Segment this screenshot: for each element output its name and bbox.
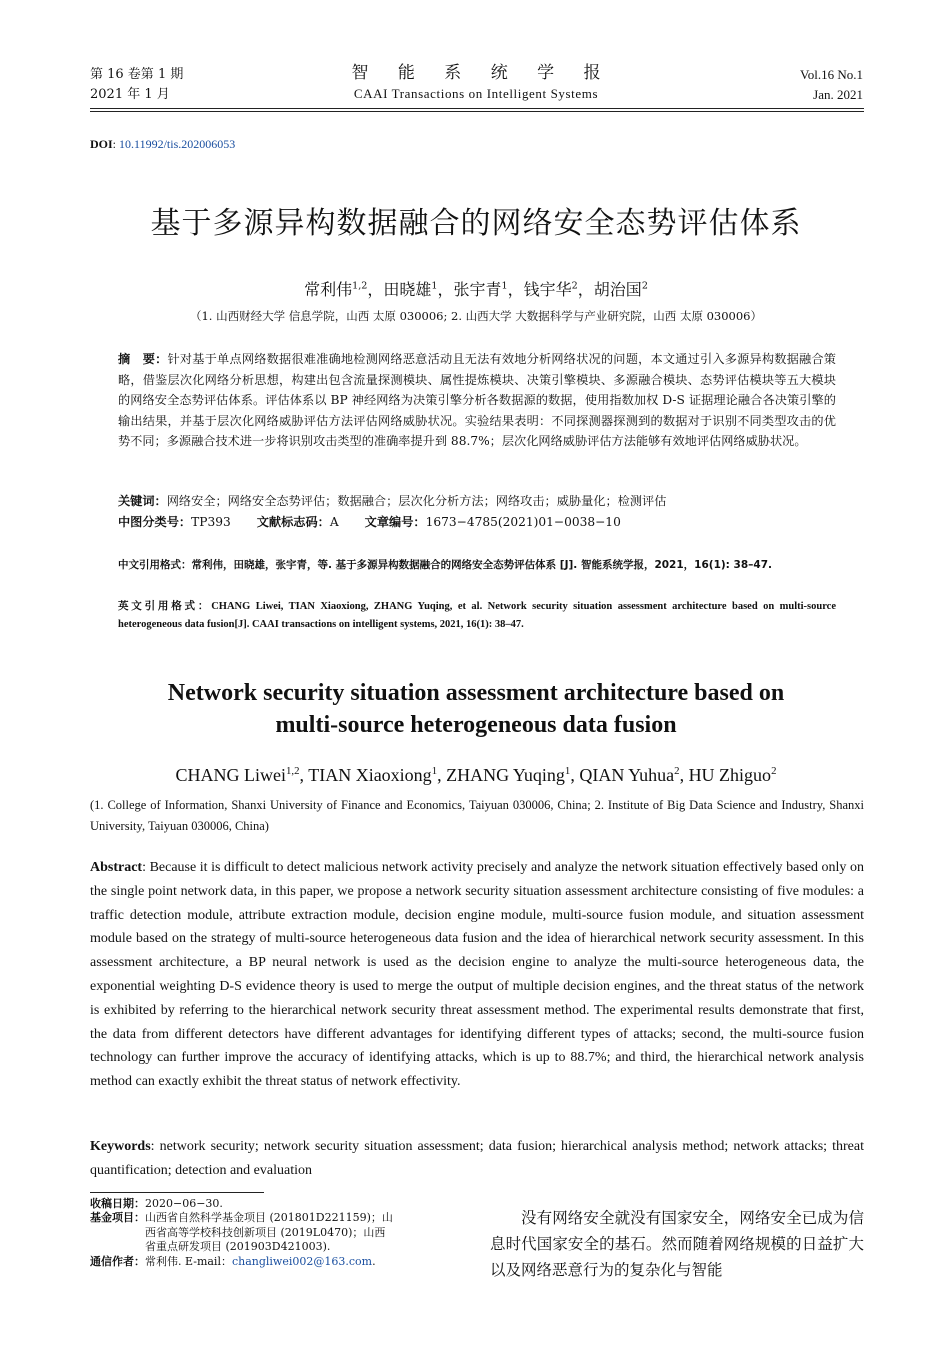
doi-sep: : bbox=[112, 137, 120, 151]
clc-value: TP393 bbox=[191, 515, 231, 529]
abstract-cn-text: 针对基于单点网络数据很难准确地检测网络恶意活动且无法有效地分析网络状况的问题，本文通过引入多源异构数据融合策略，借鉴层次化网络分析思想，构建出包含流量探测模块、属性提炼模块、决策引擎模块、多源融合模块、态势评估模块等五大模块的网络安全态势评估体系。评估体系以 BP 神经网络为决策引擎分析各数据源的数据，使用指数加权 D-S 证据理论融合各决策引擎的输出结果，并基于层次化网络威胁评估方法评估网络威胁状况。实验结果表明：不同探测器探测到的数据对于识别不同类型攻击的优势不同；多源融合技术进一步将识别攻击类型的准确率提升到 88.7%；层次化网络威胁评估方法能够有效地评估网络威胁状况。 bbox=[118, 352, 836, 449]
citation-en bbox=[118, 598, 836, 633]
author-sup: 2 bbox=[771, 765, 777, 777]
author-en: QIAN Yuhua bbox=[579, 765, 675, 785]
abstract-en bbox=[90, 856, 864, 1094]
author-cn: 张宇青 bbox=[453, 280, 502, 299]
date-cn: 2021 年 1 月 bbox=[90, 87, 170, 102]
author-sup: 1,2 bbox=[352, 280, 368, 292]
volume-en: Vol.16 No.1 bbox=[800, 67, 863, 82]
author-sup: 2 bbox=[641, 280, 648, 292]
abstract-en-label: Abstract bbox=[90, 860, 143, 875]
citation-cn bbox=[118, 557, 836, 575]
author-sup: 1 bbox=[431, 280, 438, 292]
article-no-label: 文章编号： bbox=[364, 515, 426, 529]
author-cn: 常利伟 bbox=[304, 280, 353, 299]
citation-cn-label: 中文引用格式： bbox=[118, 559, 192, 571]
doi-line bbox=[90, 137, 235, 152]
footnote-rule bbox=[90, 1192, 264, 1193]
keywords-cn-label: 关键词： bbox=[118, 494, 167, 508]
keywords-cn bbox=[118, 491, 836, 511]
doc-code-label: 文献标志码： bbox=[256, 515, 330, 529]
received-value: 2020−06−30. bbox=[145, 1197, 223, 1210]
fund-value: 山西省自然科学基金项目 (201801D221159)；山西省高等学校科技创新项目 (2019L0470)；山西省重点研发项目 (201903D421003). bbox=[145, 1211, 393, 1254]
keywords-en-text: : network security; network security situation assessment; data fusion; hierarchical analysis method; network attacks; threat quantification; detection and evaluation bbox=[90, 1139, 864, 1178]
header-rule-bottom bbox=[90, 111, 864, 112]
author-sup: 2 bbox=[674, 765, 680, 777]
author-sup: 2 bbox=[571, 280, 578, 292]
author-en: TIAN Xiaoxiong bbox=[308, 765, 432, 785]
date-en: Jan. 2021 bbox=[813, 87, 863, 102]
article-no-value: 1673−4785(2021)01−0038−10 bbox=[425, 515, 621, 529]
citation-en-text: CHANG Liwei, TIAN Xiaoxiong, ZHANG Yuqing, et al. Network security situation assessment architecture based on multi-source heterogeneous data fusion[J]. CAAI transactions on intelligent systems, 2021, 16(1): 38–47. bbox=[118, 601, 837, 630]
corr-prefix: 常利伟. E-mail： bbox=[145, 1254, 232, 1268]
corresponding-author bbox=[90, 1255, 470, 1269]
authors-en: CHANG Liwei$^{1,2}$, TIAN Xiaoxiong$^1$, ZHANG Yuqing$^1$, QIAN Yuhua$^2$, HU Zhiguo$^2$ bbox=[175, 765, 777, 785]
abstract-cn-label: 摘 要： bbox=[118, 352, 168, 366]
body-text-cn: 没有网络安全就没有国家安全，网络安全已成为信息时代国家安全的基石。然而随着网络规模的日益扩大以及网络恶意行为的复杂化与智能 bbox=[490, 1209, 864, 1279]
abstract-en-text: : Because it is difficult to detect malicious network activity precisely and analyze the network situation effectively based only on the single point network data, in this paper, we propose a network security situation assessment architecture consisting of five modules: a traffic detection module, attribute extraction module, decision engine module, multi-source fusion module, and situation assessment module based on the strategy of multi-source heterogeneous data fusion and the idea of hierarchical network security assessment. In this assessment architecture, a BP neural network is used as the decision engine to analyze the multi-source heterogeneous data, the exponential weighting D-S evidence theory is used to merge the output of multiple decision engines, and the threat status of the network is exhibited by referring to the hierarchical network security threat assessment method. The experimental results demonstrate that first, the data from different detectors have different advantages for identifying different types of attacks; second, the multi-source fusion technology can further improve the accuracy of identifying attacks, which is up to 88.7%; and third, the hierarchical network analysis method can exactly exhibit the threat status of network effectivity. bbox=[90, 860, 864, 1090]
title-en bbox=[0, 677, 952, 741]
author-cn: 田晓雄 bbox=[383, 280, 432, 299]
title-cn: 基于多源异构数据融合的网络安全态势评估体系 bbox=[150, 206, 802, 241]
received-date bbox=[90, 1197, 470, 1211]
author-en: ZHANG Yuqing bbox=[446, 765, 565, 785]
corr-label: 通信作者： bbox=[90, 1254, 145, 1268]
citation-en-label: 英文引用格式： bbox=[118, 600, 212, 612]
classification-line bbox=[118, 512, 621, 532]
journal-name-cn: 智 能 系 统 学 报 bbox=[351, 63, 613, 83]
journal-name-en: CAAI Transactions on Intelligent Systems bbox=[353, 86, 599, 101]
affiliation-cn: （1. 山西财经大学 信息学院，山西 太原 030006; 2. 山西大学 大数据科学与产业研究院，山西 太原 030006） bbox=[189, 309, 762, 323]
title-en-line2: multi-source heterogeneous data fusion bbox=[275, 712, 677, 738]
author-cn: 胡治国 bbox=[593, 280, 642, 299]
volume-cn: 第 16 卷第 1 期 bbox=[90, 67, 184, 82]
citation-cn-text: 常利伟，田晓雄，张宇青，等. 基于多源异构数据融合的网络安全态势评估体系 [J]. 智能系统学报，2021，16(1): 38–47. bbox=[191, 559, 773, 571]
clc-label: 中图分类号： bbox=[118, 515, 192, 529]
author-cn: 钱宇华 bbox=[523, 280, 572, 299]
author-sup: 1 bbox=[501, 280, 508, 292]
received-label: 收稿日期： bbox=[90, 1197, 145, 1210]
doi-link[interactable]: 10.11992/tis.202006053 bbox=[119, 137, 236, 151]
keywords-en-label: Keywords bbox=[90, 1139, 151, 1154]
author-sup: 1,2 bbox=[286, 765, 300, 777]
fund-info bbox=[90, 1211, 470, 1254]
abstract-cn bbox=[118, 349, 836, 452]
corr-suffix: . bbox=[372, 1254, 376, 1268]
title-en-line1: Network security situation assessment architecture based on bbox=[167, 680, 785, 706]
doi-label: DOI bbox=[90, 137, 113, 151]
footnotes bbox=[90, 1197, 470, 1269]
fund-label: 基金项目： bbox=[90, 1211, 145, 1225]
header-right bbox=[800, 65, 863, 105]
corr-email-link[interactable]: changliwei002@163.com bbox=[231, 1254, 373, 1268]
keywords-cn-text: 网络安全；网络安全态势评估；数据融合；层次化分析方法；网络攻击；威胁量化；检测评估 bbox=[166, 494, 667, 508]
header-rule-top bbox=[90, 108, 864, 109]
author-sup: 1 bbox=[431, 765, 438, 777]
affiliation-en: (1. College of Information, Shanxi University of Finance and Economics, Taiyuan 030006, China; 2. Institute of Big Data Science and Industry, Shanxi University, Taiyuan 030006, China) bbox=[90, 798, 864, 833]
authors-cn: 常利伟$^{1,2}$，田晓雄$^1$，张宇青$^1$，钱宇华$^2$，胡治国$^2$ bbox=[304, 280, 648, 299]
author-en: CHANG Liwei bbox=[175, 765, 287, 785]
author-sup: 1 bbox=[564, 765, 571, 777]
author-en: HU Zhiguo bbox=[688, 765, 772, 785]
doc-code-value: A bbox=[329, 515, 339, 529]
keywords-en bbox=[90, 1135, 864, 1183]
